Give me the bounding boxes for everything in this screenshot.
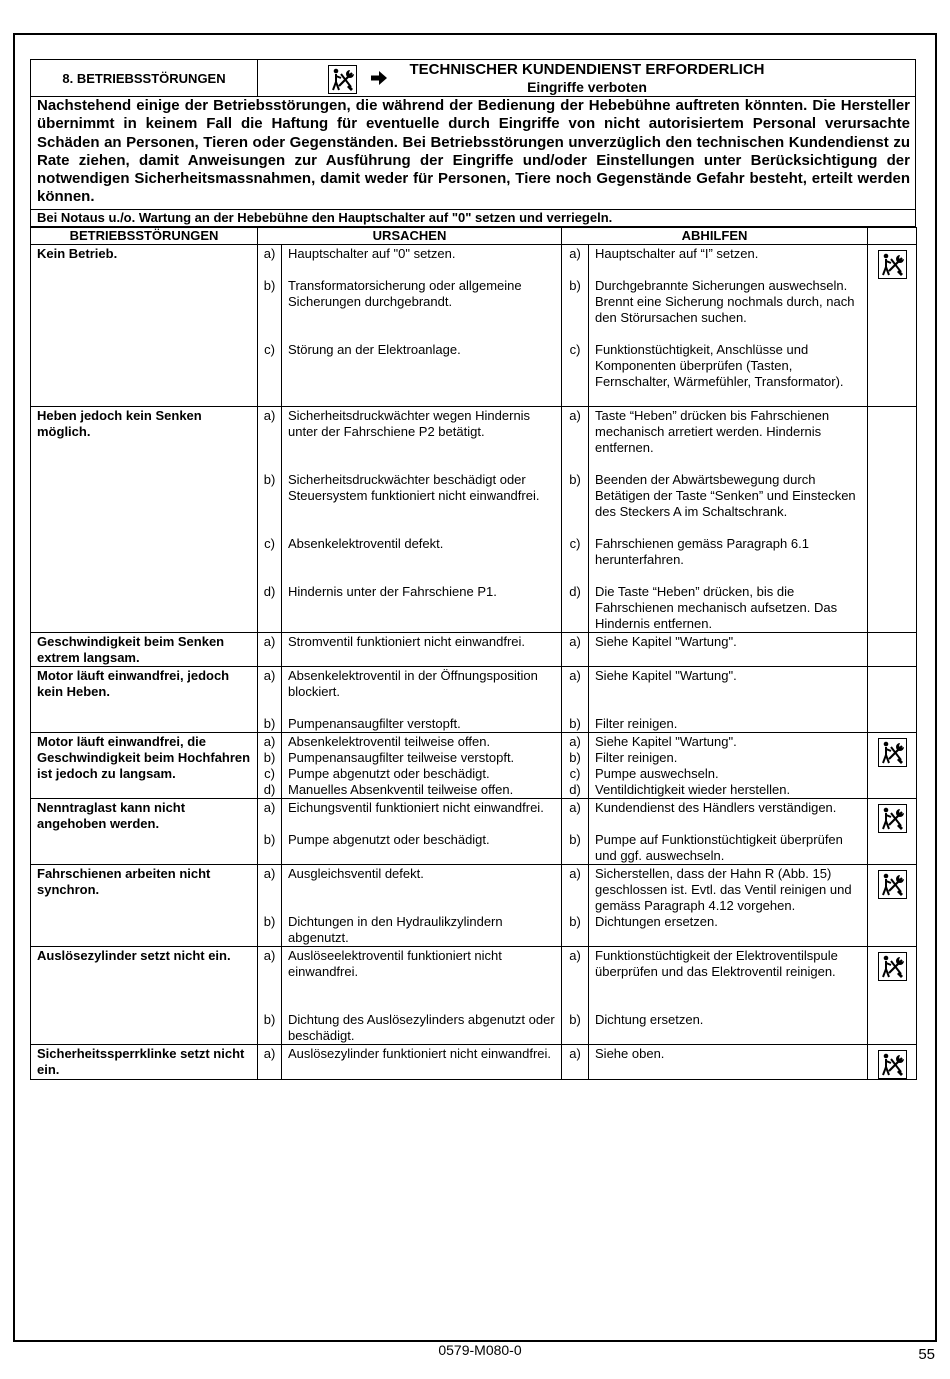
cause-text-entry: Dichtungen in den Hydraulikzylindern abgenutzt. (288, 914, 503, 945)
remedy-label-entry: d) (569, 584, 581, 599)
table-row (31, 799, 917, 865)
remedy-text-entry: Dichtung ersetzen. (595, 1012, 704, 1027)
remedy-label (562, 733, 589, 799)
cause-label-entry: c) (264, 536, 275, 551)
remedy-text-entry: Pumpe auf Funktionstüchtigkeit überprüfen und ggf. auswechseln. (595, 832, 843, 863)
remedy-label-entry: c) (569, 536, 581, 551)
table-row (31, 667, 917, 733)
remedy-text (589, 407, 868, 633)
table-header-row (31, 228, 917, 245)
remedy-text (589, 667, 868, 733)
cause-label (258, 799, 282, 865)
cause-label-entry: a) (263, 948, 276, 963)
cause-label-entry: a) (263, 668, 276, 683)
remedy-label (562, 407, 589, 633)
remedy-label (562, 865, 589, 947)
remedy-label-entry: a) (569, 408, 581, 423)
remedy-text (589, 865, 868, 947)
remedy-text-entry: Siehe Kapitel "Wartung". (595, 634, 737, 649)
cause-text (282, 733, 562, 799)
fault-description: Fahrschienen arbeiten nicht synchron. (31, 865, 258, 947)
cause-text-entry: Stromventil funktioniert nicht einwandfrei. (288, 634, 526, 649)
remedy-text-entry: Pumpe auswechseln. (595, 766, 719, 781)
remedy-text-entry: Filter reinigen. (595, 750, 678, 765)
remedy-label-entry: a) (569, 800, 581, 815)
remedy-text-entry: Hauptschalter auf “I” setzen. (595, 246, 759, 261)
table-row (31, 245, 917, 407)
emergency-note: Bei Notaus u./o. Wartung an der Hebebühne den Hauptschalter auf "0" setzen und verriegeln. (30, 210, 916, 227)
cause-text-entry: Störung an der Elektroanlage. (288, 342, 461, 357)
remedy-label (562, 245, 589, 407)
cause-text-entry: Transformatorsicherung oder allgemeine Sicherungen durchgebrandt. (288, 278, 522, 309)
troubleshooting-table (30, 227, 917, 1080)
cause-label (258, 407, 282, 633)
remedy-text (589, 633, 868, 667)
section-title: 8. BETRIEBSSTÖRUNGEN (31, 60, 258, 96)
remedy-text-entry: Filter reinigen. (595, 716, 678, 731)
cause-label (258, 865, 282, 947)
icon-cell (868, 667, 917, 733)
icon-cell (868, 407, 917, 633)
cause-label-entry: c) (264, 342, 275, 357)
cause-text-entry: Pumpe abgenutzt oder beschädigt. (288, 766, 490, 781)
remedy-label-entry: b) (569, 1012, 581, 1027)
remedy-label-entry: a) (569, 668, 581, 683)
table-row (31, 865, 917, 947)
page-number: 55 (918, 1346, 935, 1363)
remedy-text-entry: Sicherstellen, dass der Hahn R (Abb. 15) geschlossen ist. Evtl. das Ventil reinigen und gemäss Paragraph 4.12 vorgehen. (595, 866, 852, 913)
cause-text (282, 947, 562, 1045)
remedy-label-entry: b) (569, 914, 581, 929)
cause-text-entry: Absenkelektroventil in der Öffnungsposition blockiert. (288, 668, 538, 699)
table-row (31, 947, 917, 1045)
remedy-label-entry: b) (569, 278, 581, 293)
remedy-label (562, 633, 589, 667)
arrow-right-icon (369, 68, 389, 88)
remedy-text (589, 245, 868, 407)
icon-cell (868, 633, 917, 667)
icon-cell (868, 865, 917, 947)
technician-tool-icon (878, 804, 907, 833)
cause-text-entry: Absenkelektroventil defekt. (288, 536, 444, 551)
cause-text-entry: Absenkelektroventil teilweise offen. (288, 734, 491, 749)
fault-description: Sicherheitssperrklinke setzt nicht ein. (31, 1045, 258, 1080)
technician-tool-icon (878, 952, 907, 981)
service-title: TECHNISCHER KUNDENDIENST ERFORDERLICH (409, 61, 765, 78)
icon-cell (868, 1045, 917, 1080)
technician-tool-icon (878, 738, 907, 767)
cause-text-entry: Ausgleichsventil defekt. (288, 866, 424, 881)
cause-text (282, 1045, 562, 1080)
cause-label (258, 667, 282, 733)
remedy-text-entry: Ventildichtigkeit wieder herstellen. (595, 782, 791, 797)
icon-cell (868, 733, 917, 799)
cause-text-entry: Dichtung des Auslösezylinders abgenutzt oder beschädigt. (288, 1012, 555, 1043)
remedy-text (589, 799, 868, 865)
cause-label-entry: a) (263, 866, 276, 881)
remedy-text-entry: Siehe Kapitel "Wartung". (595, 734, 737, 749)
cause-text (282, 865, 562, 947)
fault-description: Nenntraglast kann nicht angehoben werden. (31, 799, 258, 865)
remedy-text-entry: Siehe oben. (595, 1046, 665, 1061)
remedy-label (562, 799, 589, 865)
cause-text (282, 633, 562, 667)
cause-label (258, 245, 282, 407)
cause-label-entry: a) (263, 634, 276, 649)
cause-label-entry: b) (263, 472, 276, 487)
icon-cell (868, 799, 917, 865)
remedy-text (589, 733, 868, 799)
cause-label-entry: a) (263, 800, 276, 815)
icon-cell (868, 245, 917, 407)
cause-text-entry: Sicherheitsdruckwächter wegen Hindernis unter der Fahrschiene P2 betätigt. (288, 408, 531, 439)
remedy-label-entry: b) (569, 472, 581, 487)
cause-text-entry: Pumpenansaugfilter verstopft. (288, 716, 461, 731)
cause-label-entry: b) (263, 914, 276, 929)
cause-label-entry: a) (263, 734, 276, 749)
cause-label-entry: d) (263, 782, 276, 797)
technician-tool-icon (878, 250, 907, 279)
intro-paragraph: Nachstehend einige der Betriebsstörungen, die während der Bedienung der Hebebühne auftreten könnten. Die Hersteller übernimmt in keinem Fall die Haftung für eventuelle durch Eingriffe von nicht autorisiertem Personal verursachte Schäden an Personen, Tieren oder Gegenständen. Bei Betriebsstörungen unverzüglich den technischen Kundendienst zu Rate ziehen, damit Anweisungen zur Ausführung der Eingriffe und/oder Einstellungen unter Berücksichtigung der notwendigen Sicherheitsmassnahmen, damit weder für Personen, Tiere noch Gegenstände Gefahr besteht, erteilt werden können. (30, 96, 916, 210)
cause-label-entry: b) (263, 716, 276, 731)
cause-text (282, 667, 562, 733)
cause-label-entry: b) (263, 832, 276, 847)
fault-description: Motor läuft einwandfrei, jedoch kein Heben. (31, 667, 258, 733)
cause-label-entry: a) (263, 246, 276, 261)
column-header-faults: BETRIEBSSTÖRUNGEN (31, 228, 258, 245)
cause-label-entry: b) (263, 750, 276, 765)
cause-text-entry: Manuelles Absenkventil teilweise offen. (288, 782, 514, 797)
cause-text (282, 799, 562, 865)
cause-label-entry: b) (263, 278, 276, 293)
cause-text-entry: Pumpe abgenutzt oder beschädigt. (288, 832, 490, 847)
fault-description: Kein Betrieb. (31, 245, 258, 407)
remedy-text-entry: Fahrschienen gemäss Paragraph 6.1 herunterfahren. (595, 536, 809, 567)
fault-description: Heben jedoch kein Senken möglich. (31, 407, 258, 633)
cause-label (258, 633, 282, 667)
remedy-text-entry: Beenden der Abwärtsbewegung durch Betätigen der Taste “Senken” und Einstecken des Steckers A im Schaltschrank. (595, 472, 856, 519)
remedy-label-entry: a) (569, 1046, 581, 1061)
column-header-causes: URSACHEN (258, 228, 562, 245)
cause-text-entry: Hindernis unter der Fahrschiene P1. (288, 584, 497, 599)
technician-tool-icon (878, 870, 907, 899)
table-row (31, 1045, 917, 1080)
technician-tool-icon (878, 1050, 907, 1079)
cause-label (258, 947, 282, 1045)
remedy-text (589, 947, 868, 1045)
column-header-icon (868, 228, 917, 245)
cause-label (258, 1045, 282, 1080)
table-row (31, 733, 917, 799)
cause-text (282, 245, 562, 407)
cause-label-entry: c) (264, 766, 275, 781)
cause-label (258, 733, 282, 799)
remedy-label (562, 667, 589, 733)
cause-text-entry: Hauptschalter auf "0" setzen. (288, 246, 456, 261)
remedy-text-entry: Siehe Kapitel "Wartung". (595, 668, 737, 683)
remedy-label-entry: a) (569, 866, 581, 881)
remedy-text-entry: Durchgebrannte Sicherungen auswechseln. Brennt eine Sicherung nochmals durch, nach den Störursachen suchen. (595, 278, 855, 325)
remedy-label-entry: b) (569, 750, 581, 765)
fault-description: Auslösezylinder setzt nicht ein. (31, 947, 258, 1045)
cause-text-entry: Sicherheitsdruckwächter beschädigt oder Steuersystem funktioniert nicht einwandfrei. (288, 472, 540, 503)
fault-description: Geschwindigkeit beim Senken extrem langsam. (31, 633, 258, 667)
remedy-text-entry: Taste “Heben” drücken bis Fahrschienen mechanisch arretiert werden. Hindernis entfernen. (595, 408, 830, 455)
cause-text-entry: Auslöseelektroventil funktioniert nicht einwandfrei. (288, 948, 502, 979)
fault-description: Motor läuft einwandfrei, die Geschwindigkeit beim Hochfahren ist jedoch zu langsam. (31, 733, 258, 799)
remedy-text-entry: Dichtungen ersetzen. (595, 914, 718, 929)
remedy-text-entry: Kundendienst des Händlers verständigen. (595, 800, 837, 815)
technician-tool-icon (328, 65, 357, 94)
cause-label-entry: d) (263, 584, 276, 599)
remedy-label-entry: c) (569, 342, 581, 357)
remedy-text (589, 1045, 868, 1080)
table-row (31, 407, 917, 633)
cause-text (282, 407, 562, 633)
remedy-label (562, 947, 589, 1045)
remedy-label-entry: a) (569, 734, 581, 749)
remedy-label-entry: a) (569, 948, 581, 963)
service-subtitle: Eingriffe verboten (527, 79, 647, 95)
remedy-label-entry: c) (569, 766, 581, 781)
cause-label-entry: b) (263, 1012, 276, 1027)
remedy-label-entry: b) (569, 716, 581, 731)
cause-text-entry: Pumpenansaugfilter teilweise verstopft. (288, 750, 515, 765)
cause-text-entry: Auslösezylinder funktioniert nicht einwandfrei. (288, 1046, 552, 1061)
cause-text-entry: Eichungsventil funktioniert nicht einwandfrei. (288, 800, 544, 815)
document-code: 0579-M080-0 (438, 1342, 522, 1358)
table-row (31, 633, 917, 667)
remedy-label-entry: a) (569, 634, 581, 649)
remedy-text-entry: Funktionstüchtigkeit der Elektroventilspule überprüfen und das Elektroventil reinigen. (595, 948, 838, 979)
remedy-label-entry: a) (569, 246, 581, 261)
remedy-text-entry: Funktionstüchtigkeit, Anschlüsse und Komponenten überprüfen (Tasten, Fernschalter, Wärmefühler, Transformator). (595, 342, 844, 389)
cause-label-entry: a) (263, 408, 276, 423)
column-header-remedies: ABHILFEN (562, 228, 868, 245)
remedy-label (562, 1045, 589, 1080)
icon-cell (868, 947, 917, 1045)
section-header (30, 59, 916, 97)
remedy-label-entry: d) (569, 782, 581, 797)
remedy-text-entry: Die Taste “Heben” drücken, bis die Fahrschienen mechanisch aufsetzen. Das Hindernis entfernen. (595, 584, 838, 631)
cause-label-entry: a) (263, 1046, 276, 1061)
remedy-label-entry: b) (569, 832, 581, 847)
